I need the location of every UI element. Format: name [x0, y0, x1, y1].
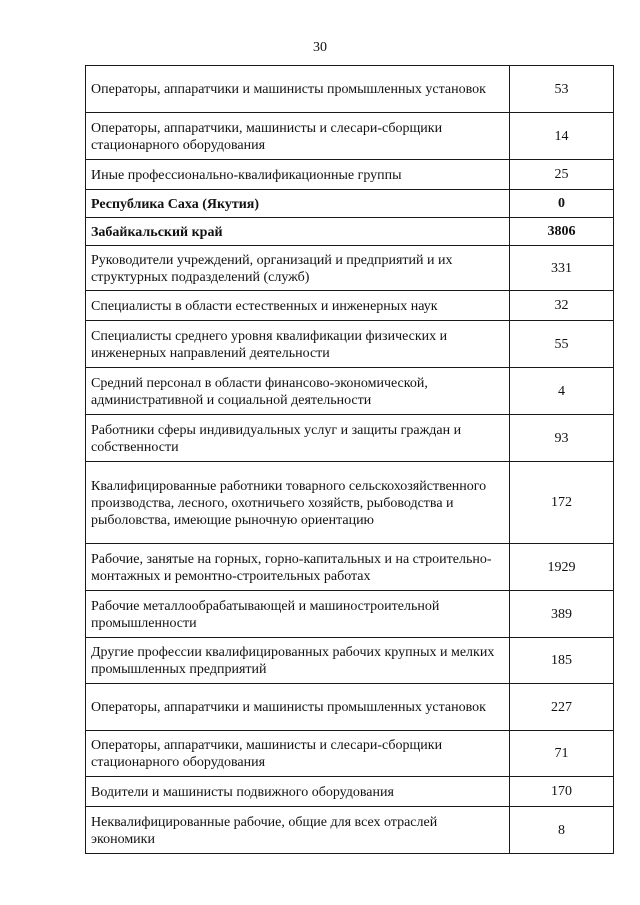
- row-value: 1929: [510, 544, 614, 591]
- table-row: [86, 321, 614, 368]
- row-value: 185: [510, 638, 614, 684]
- row-label: Другие профессии квалифицированных рабочих крупных и мелких промышленных предприятий: [86, 638, 510, 684]
- row-value: 331: [510, 246, 614, 291]
- row-label: Квалифицированные работники товарного сельскохозяйственного производства, лесного, охотничьего хозяйств, рыбоводства и рыболовства, имеющие рыночную ориентацию: [86, 462, 510, 544]
- row-value: 170: [510, 777, 614, 807]
- row-value: 71: [510, 731, 614, 777]
- page-number: 30: [313, 40, 327, 55]
- row-value: 55: [510, 321, 614, 368]
- table-row-region: [86, 218, 614, 246]
- row-value: 53: [510, 66, 614, 113]
- row-value: 227: [510, 684, 614, 731]
- row-value: 25: [510, 160, 614, 190]
- row-value: 93: [510, 415, 614, 462]
- table-row: [86, 731, 614, 777]
- row-label: Рабочие, занятые на горных, горно-капитальных и на строительно-монтажных и ремонтно-строительных работах: [86, 544, 510, 591]
- table-row: [86, 415, 614, 462]
- table-row: [86, 462, 614, 544]
- table-row: [86, 807, 614, 854]
- table-row: [86, 113, 614, 160]
- table-row: [86, 684, 614, 731]
- table-row: [86, 291, 614, 321]
- row-label: Забайкальский край: [86, 218, 510, 246]
- statistics-table: [85, 65, 614, 854]
- row-label: Операторы, аппаратчики и машинисты промышленных установок: [86, 684, 510, 731]
- row-label: Работники сферы индивидуальных услуг и защиты граждан и собственности: [86, 415, 510, 462]
- table-row: [86, 777, 614, 807]
- row-value: 8: [510, 807, 614, 854]
- row-label: Неквалифицированные рабочие, общие для всех отраслей экономики: [86, 807, 510, 854]
- row-label: Иные профессионально-квалификационные группы: [86, 160, 510, 190]
- row-value: 389: [510, 591, 614, 638]
- row-value: 3806: [510, 218, 614, 246]
- row-value: 14: [510, 113, 614, 160]
- table-row: [86, 544, 614, 591]
- row-label: Республика Саха (Якутия): [86, 190, 510, 218]
- row-label: Специалисты в области естественных и инженерных наук: [86, 291, 510, 321]
- row-value: 172: [510, 462, 614, 544]
- row-label: Операторы, аппаратчики и машинисты промышленных установок: [86, 66, 510, 113]
- row-label: Водители и машинисты подвижного оборудования: [86, 777, 510, 807]
- row-label: Руководители учреждений, организаций и предприятий и их структурных подразделений (служб): [86, 246, 510, 291]
- row-label: Операторы, аппаратчики, машинисты и слесари-сборщики стационарного оборудования: [86, 731, 510, 777]
- table-row: [86, 246, 614, 291]
- row-label: Специалисты среднего уровня квалификации физических и инженерных направлений деятельности: [86, 321, 510, 368]
- row-label: Средний персонал в области финансово-экономической, административной и социальной деятельности: [86, 368, 510, 415]
- table-row-region: [86, 190, 614, 218]
- table-row: [86, 160, 614, 190]
- row-label: Операторы, аппаратчики, машинисты и слесари-сборщики стационарного оборудования: [86, 113, 510, 160]
- row-label: Рабочие металлообрабатывающей и машиностроительной промышленности: [86, 591, 510, 638]
- row-value: 32: [510, 291, 614, 321]
- row-value: 0: [510, 190, 614, 218]
- row-value: 4: [510, 368, 614, 415]
- table-row: [86, 638, 614, 684]
- table-row: [86, 591, 614, 638]
- table-row: [86, 368, 614, 415]
- table-row: [86, 66, 614, 113]
